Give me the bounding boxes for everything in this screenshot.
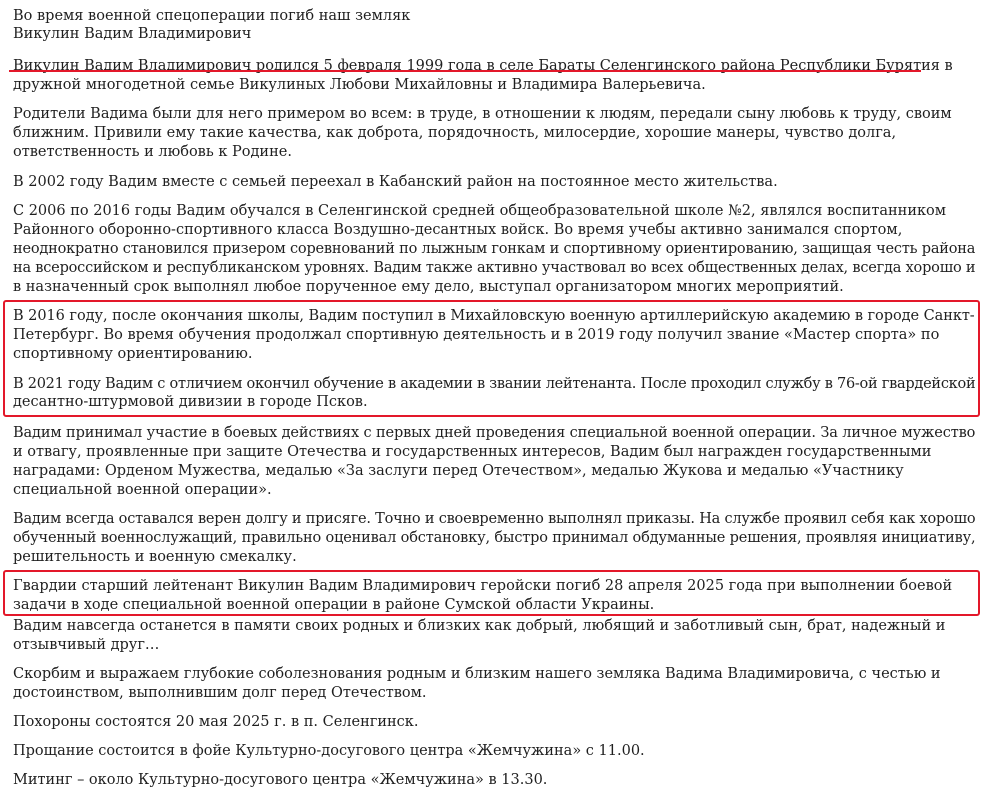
paragraph-condolences-line-2: достоинством, выполнившим долг перед Отечеством.: [13, 685, 427, 701]
paragraph-school-line-4: на всероссийском и республиканском уровнях. Вадим также активно участвовал во всех общественных делах, всегда хорошо и: [13, 260, 976, 276]
paragraph-death-line-2: задачи в ходе специальной военной операции в районе Сумской области Украины.: [13, 597, 655, 613]
paragraph-academy-line-2: Петербург. Во время обучения продолжал спортивную деятельность и в 2019 году получил звание «Мастер спорта» по: [13, 327, 940, 343]
highlight-underline: [9, 70, 921, 72]
paragraph-memory-line-2: отзывчивый друг…: [13, 637, 160, 653]
paragraph-birth-line-2: дружной многодетной семье Викулиных Любови Михайловны и Владимира Валерьевича.: [13, 77, 706, 93]
paragraph-academy-line-1: В 2016 году, после окончания школы, Вадим поступил в Михайловскую военную артиллерийскую академию в городе Санкт-: [13, 308, 975, 324]
paragraph-memory-line-1: Вадим навсегда останется в памяти своих родных и близких как добрый, любящий и заботливый сын, брат, надежный и: [13, 618, 946, 634]
paragraph-farewell-line-1: Прощание состоится в фойе Культурно-досугового центра «Жемчужина» с 11.00.: [13, 743, 645, 759]
intro-line-2: Викулин Вадим Владимирович: [13, 26, 252, 42]
intro-line-1: Во время военной спецоперации погиб наш земляк: [13, 8, 411, 24]
paragraph-school-line-3: неоднократно становился призером соревнований по лыжным гонкам и спортивному ориентированию, защищая честь района: [13, 241, 976, 257]
paragraph-parents-line-3: ответственность и любовь к Родине.: [13, 144, 292, 160]
paragraph-move-line-1: В 2002 году Вадим вместе с семьей переехал в Кабанский район на постоянное место жительства.: [13, 174, 778, 190]
paragraph-duty-line-2: обученный военнослужащий, правильно оценивал обстановку, быстро принимал обдуманные решения, проявляя инициативу,: [13, 530, 976, 546]
paragraph-graduation-line-2: десантно-штурмовой дивизии в городе Псков.: [13, 394, 368, 410]
paragraph-service-line-3: наградами: Орденом Мужества, медалью «За заслуги перед Отечеством», медалью Жукова и медалью «Участнику: [13, 463, 904, 479]
paragraph-service-line-1: Вадим принимал участие в боевых действиях с первых дней проведения специальной военной операции. За личное мужество: [13, 425, 976, 441]
paragraph-school-line-2: Районного оборонно-спортивного класса Воздушно-десантных войск. Во время учебы активно занимался спортом,: [13, 222, 903, 238]
paragraph-parents-line-2: ближним. Привили ему такие качества, как доброта, порядочность, милосердие, хорошие манеры, чувство долга,: [13, 125, 897, 141]
paragraph-funeral-line-1: Похороны состоятся 20 мая 2025 г. в п. Селенгинск.: [13, 714, 419, 730]
paragraph-service-line-2: и отвагу, проявленные при защите Отечества и государственных интересов, Вадим был награжден государственными: [13, 444, 932, 460]
paragraph-death-line-1: Гвардии старший лейтенант Викулин Вадим Владимирович геройски погиб 28 апреля 2025 года при выполнении боевой: [13, 578, 953, 594]
paragraph-duty-line-1: Вадим всегда оставался верен долгу и присяге. Точно и своевременно выполнял приказы. На службе проявил себя как хорошо: [13, 511, 976, 527]
paragraph-parents-line-1: Родители Вадима были для него примером во всем: в труде, в отношении к людям, передали сыну любовь к труду, своим: [13, 106, 952, 122]
paragraph-rally-line-1: Митинг – около Культурно-досугового центра «Жемчужина» в 13.30.: [13, 772, 548, 788]
paragraph-academy-line-3: спортивному ориентированию.: [13, 346, 253, 362]
highlight-box-death: [3, 570, 980, 616]
paragraph-birth-line-1: Викулин Вадим Владимирович родился 5 февраля 1999 года в селе Бараты Селенгинского района Республики Бурятия в: [13, 58, 953, 74]
paragraph-school-line-5: в назначенный срок выполнял любое порученное ему дело, выступал организатором многих мероприятий.: [13, 279, 844, 295]
paragraph-condolences-line-1: Скорбим и выражаем глубокие соболезнования родным и близким нашего земляка Вадима Владимировича, с честью и: [13, 666, 941, 682]
paragraph-school-line-1: С 2006 по 2016 годы Вадим обучался в Селенгинской средней общеобразовательной школе №2, являлся воспитанником: [13, 203, 947, 219]
paragraph-service-line-4: специальной военной операции».: [13, 482, 272, 498]
paragraph-graduation-line-1: В 2021 году Вадим с отличием окончил обучение в академии в звании лейтенанта. После проходил службу в 76-ой гвардейской: [13, 376, 976, 392]
highlight-box-academy: [3, 300, 980, 417]
paragraph-duty-line-3: решительность и военную смекалку.: [13, 549, 297, 565]
